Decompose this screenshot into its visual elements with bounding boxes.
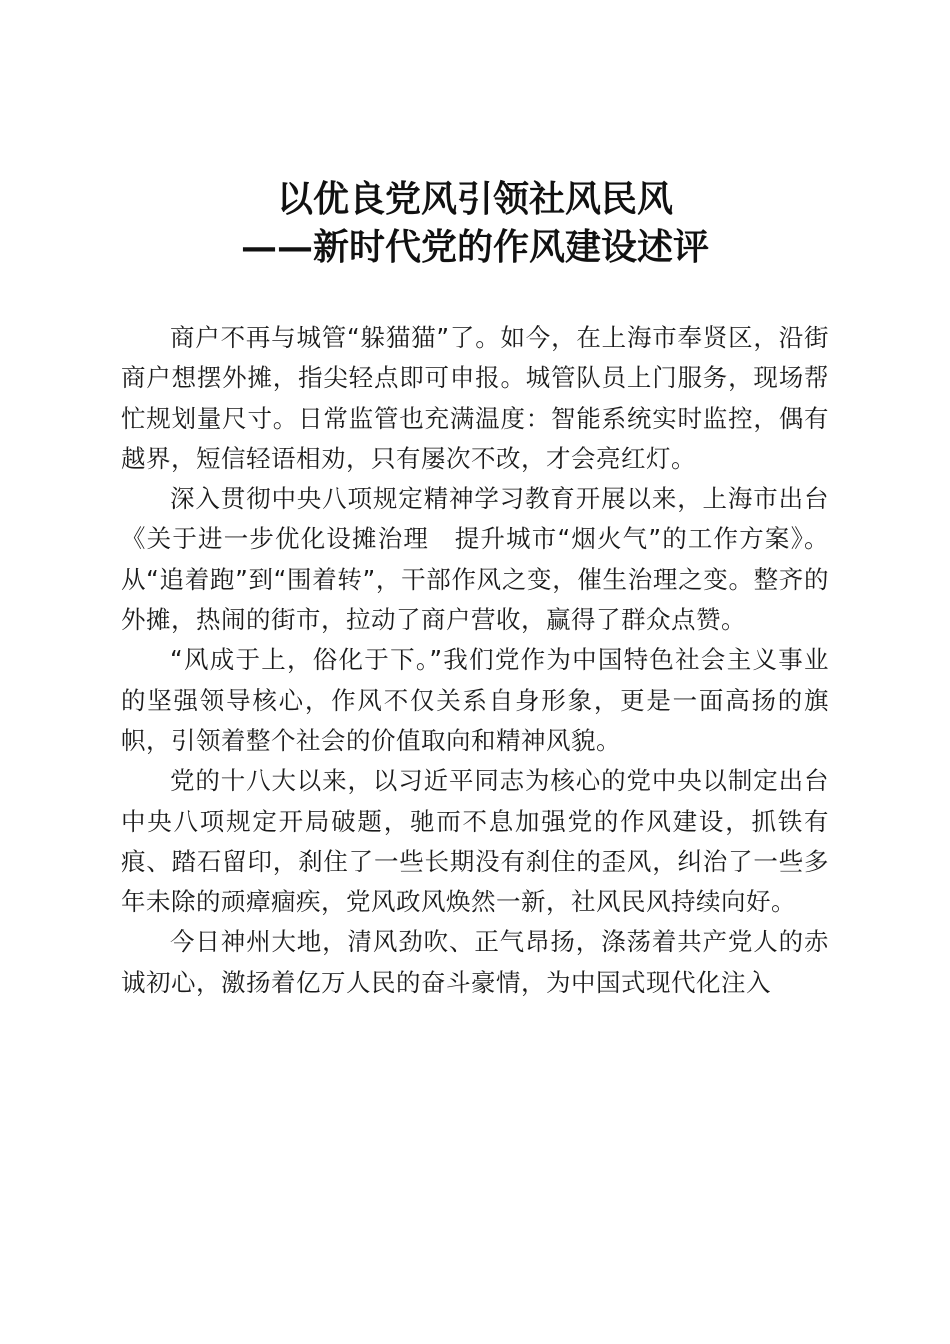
paragraph: 商户不再与城管“躲猫猫”了。如今，在上海市奉贤区，沿街商户想摆外摊，指尖轻点即可申报。城管队员上门服务，现场帮忙规划量尺寸。日常监管也充满温度：智能系统实时监控，偶有越界，短信轻语相劝，只有屡次不改，才会亮红灯。 bbox=[121, 323, 829, 473]
paragraph: 今日神州大地，清风劲吹、正气昂扬，涤荡着共产党人的赤诚初心，激扬着亿万人民的奋斗豪情，为中国式现代化注入 bbox=[121, 927, 829, 997]
article-body bbox=[121, 318, 829, 1003]
page-title: 以优良党风引领社风民风 bbox=[276, 178, 673, 220]
page-subtitle: ——新时代党的作风建设述评 bbox=[240, 226, 709, 268]
paragraph: “风成于上，俗化于下。”我们党作为中国特色社会主义事业的坚强领导核心，作风不仅关系自身形象，更是一面高扬的旗帜，引领着整个社会的价值取向和精神风貌。 bbox=[121, 645, 829, 755]
paragraph: 深入贯彻中央八项规定精神学习教育开展以来，上海市出台《关于进一步优化设摊治理 提升城市“烟火气”的工作方案》。从“追着跑”到“围着转”，干部作风之变，催生治理之变。整齐的外摊，热闹的街市，拉动了商户营收，赢得了群众点赞。 bbox=[121, 484, 829, 635]
paragraph: 党的十八大以来，以习近平同志为核心的党中央以制定出台中央八项规定开局破题，驰而不息加强党的作风建设，抓铁有痕、踏石留印，刹住了一些长期没有刹住的歪风，纠治了一些多年未除的顽瘴痼疾，党风政风焕然一新，社风民风持续向好。 bbox=[121, 766, 829, 917]
title-block bbox=[0, 175, 950, 271]
